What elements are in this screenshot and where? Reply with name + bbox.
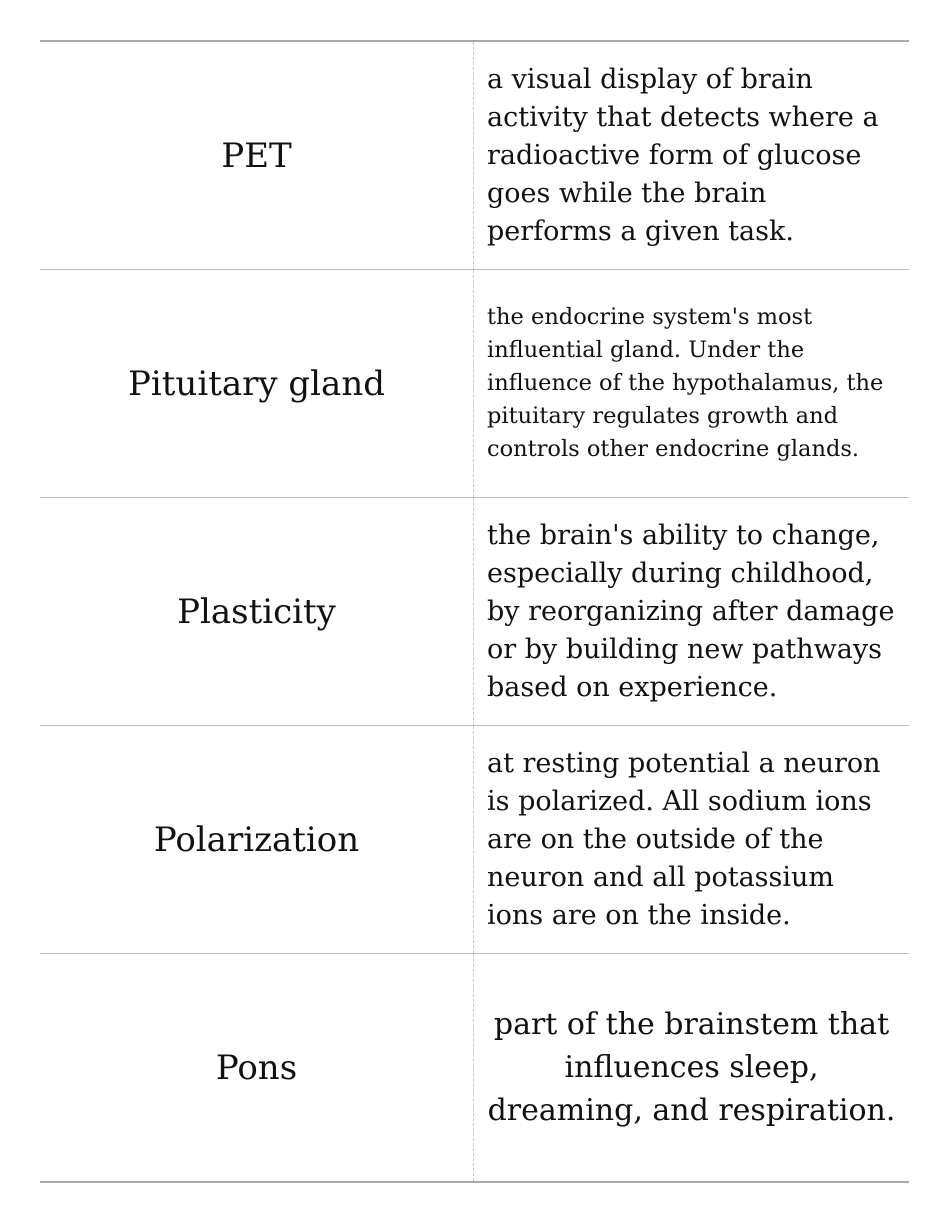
definition-cell [474,42,909,269]
term-text: Plasticity [177,591,336,632]
term-cell [40,954,474,1181]
term-cell [40,498,474,725]
definition-cell [474,726,909,953]
term-text: Pituitary gland [128,363,385,404]
definition-text: part of the brainstem that influences sleep, dreaming, and respiration. [487,1007,896,1128]
term-text: Polarization [153,819,360,860]
flashcard-row [40,42,909,270]
term-cell [40,270,474,497]
flashcard-row [40,270,909,498]
definition-text: the brain's ability to change, especially during childhood, by reorganizing after damage or by building new pathways based on experience. [487,519,895,703]
flashcard-row [40,954,909,1183]
definition-cell [474,954,909,1181]
definition-text: the endocrine system's most influential gland. Under the influence of the hypothalamus, the pituitary regulates growth and controls other endocrine glands. [487,304,884,462]
flashcard-row [40,498,909,726]
definition-text: a visual display of brain activity that detects where a radioactive form of glucose goes while the brain performs a given task. [487,63,879,247]
term-text: PET [221,135,292,176]
definition-cell [474,498,909,725]
term-cell [40,726,474,953]
flashcard-row [40,726,909,954]
definition-text: at resting potential a neuron is polarized. All sodium ions are on the outside of the neuron and all potassium ions are on the inside. [487,747,881,931]
term-text: Pons [215,1047,298,1088]
definition-cell [474,270,909,497]
term-cell [40,42,474,269]
flashcard-sheet [40,40,909,1183]
